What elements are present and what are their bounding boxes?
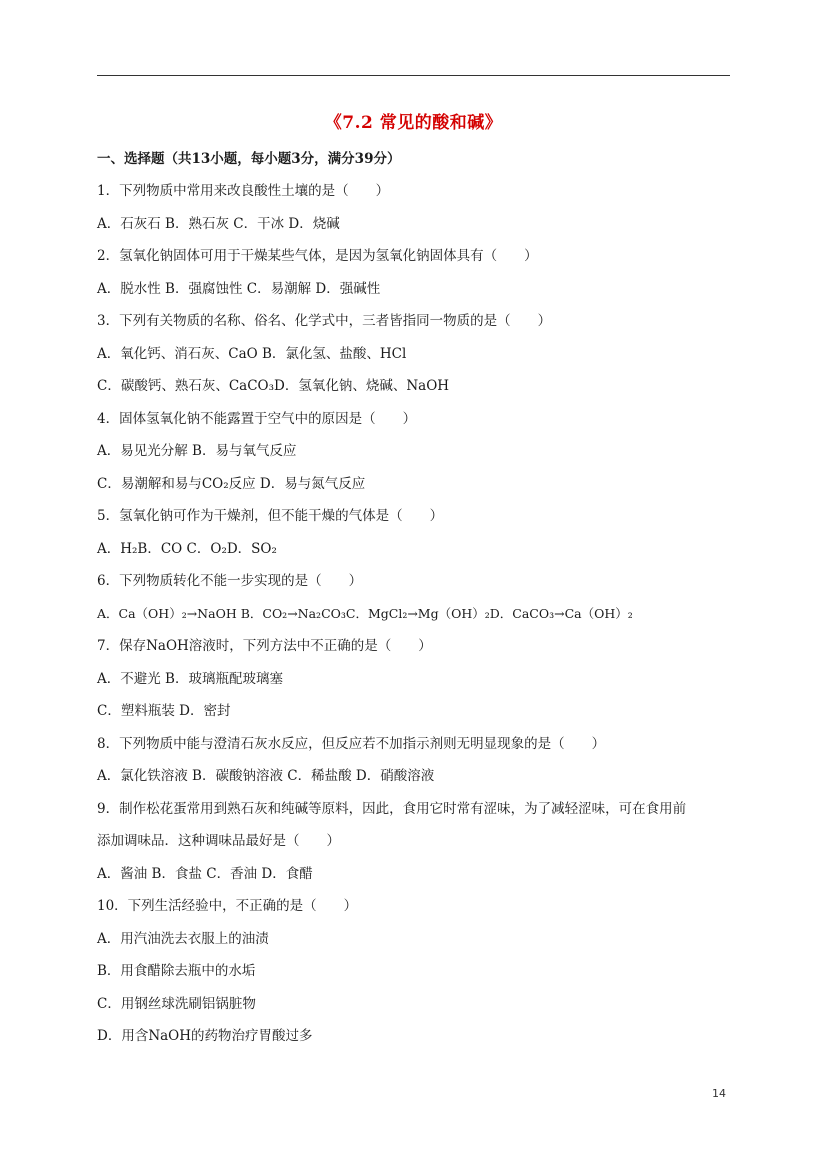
question-4-options-ab: A．易见光分解 B．易与氧气反应 [97,443,297,459]
question-3-options-cd: C．碳酸钙、熟石灰、CaCO₃D．氢氧化钠、烧碱、NaOH [97,378,450,394]
section-heading: 一、选择题（共13小题，每小题3分，满分39分） [97,151,401,167]
question-10-option-d: D．用含NaOH的药物治疗胃酸过多 [97,1028,313,1044]
question-10-option-b: B．用食醋除去瓶中的水垢 [97,963,256,979]
question-8-options: A．氯化铁溶液 B．碳酸钠溶液 C．稀盐酸 D．硝酸溶液 [97,768,435,784]
question-1: 1．下列物质中常用来改良酸性土壤的是（ ） [97,183,390,199]
question-10: 10．下列生活经验中，不正确的是（ ） [97,898,358,914]
question-9-line-1: 9．制作松花蛋常用到熟石灰和纯碱等原料，因此，食用它时常有涩味，为了减轻涩味，可在食用前 [97,801,687,817]
question-2-options: A．脱水性 B．强腐蚀性 C．易潮解 D．强碱性 [97,281,381,297]
question-7-options-ab: A．不避光 B．玻璃瓶配玻璃塞 [97,671,283,687]
page-number: 14 [712,1087,726,1100]
question-7-options-cd: C．塑料瓶装 D．密封 [97,703,231,719]
page-title: 《7.2 常见的酸和碱》 [324,113,503,133]
question-10-option-c: C．用钢丝球洗刷铝锅脏物 [97,996,256,1012]
question-4-options-cd: C．易潮解和易与CO₂反应 D．易与氮气反应 [97,476,366,492]
question-3-options-ab: A．氧化钙、消石灰、CaO B．氯化氢、盐酸、HCl [97,346,407,362]
question-4: 4．固体氢氧化钠不能露置于空气中的原因是（ ） [97,411,417,427]
question-5-options: A．H₂B．CO C．O₂D．SO₂ [97,541,277,557]
question-9-options: A．酱油 B．食盐 C．香油 D．食醋 [97,866,313,882]
question-2: 2．氢氧化钠固体可用于干燥某些气体，是因为氢氧化钠固体具有（ ） [97,248,538,264]
question-8: 8．下列物质中能与澄清石灰水反应，但反应若不加指示剂则无明显现象的是（ ） [97,736,606,752]
question-7: 7．保存NaOH溶液时，下列方法中不正确的是（ ） [97,638,432,654]
question-6-options: A．Ca（OH）₂→NaOH B．CO₂→Na₂CO₃C．MgCl₂→Mg（OH）₂D．CaCO₃→Ca（OH）₂ [97,606,633,621]
question-9-line-2: 添加调味品．这种调味品最好是（ ） [97,833,340,849]
question-1-options: A．石灰石 B．熟石灰 C．干冰 D．烧碱 [97,216,340,232]
question-10-option-a: A．用汽油洗去衣服上的油渍 [97,931,269,947]
question-6: 6．下列物质转化不能一步实现的是（ ） [97,573,363,589]
header-rule [97,75,730,76]
question-5: 5．氢氧化钠可作为干燥剂，但不能干燥的气体是（ ） [97,508,444,524]
question-3: 3．下列有关物质的名称、俗名、化学式中，三者皆指同一物质的是（ ） [97,313,552,329]
